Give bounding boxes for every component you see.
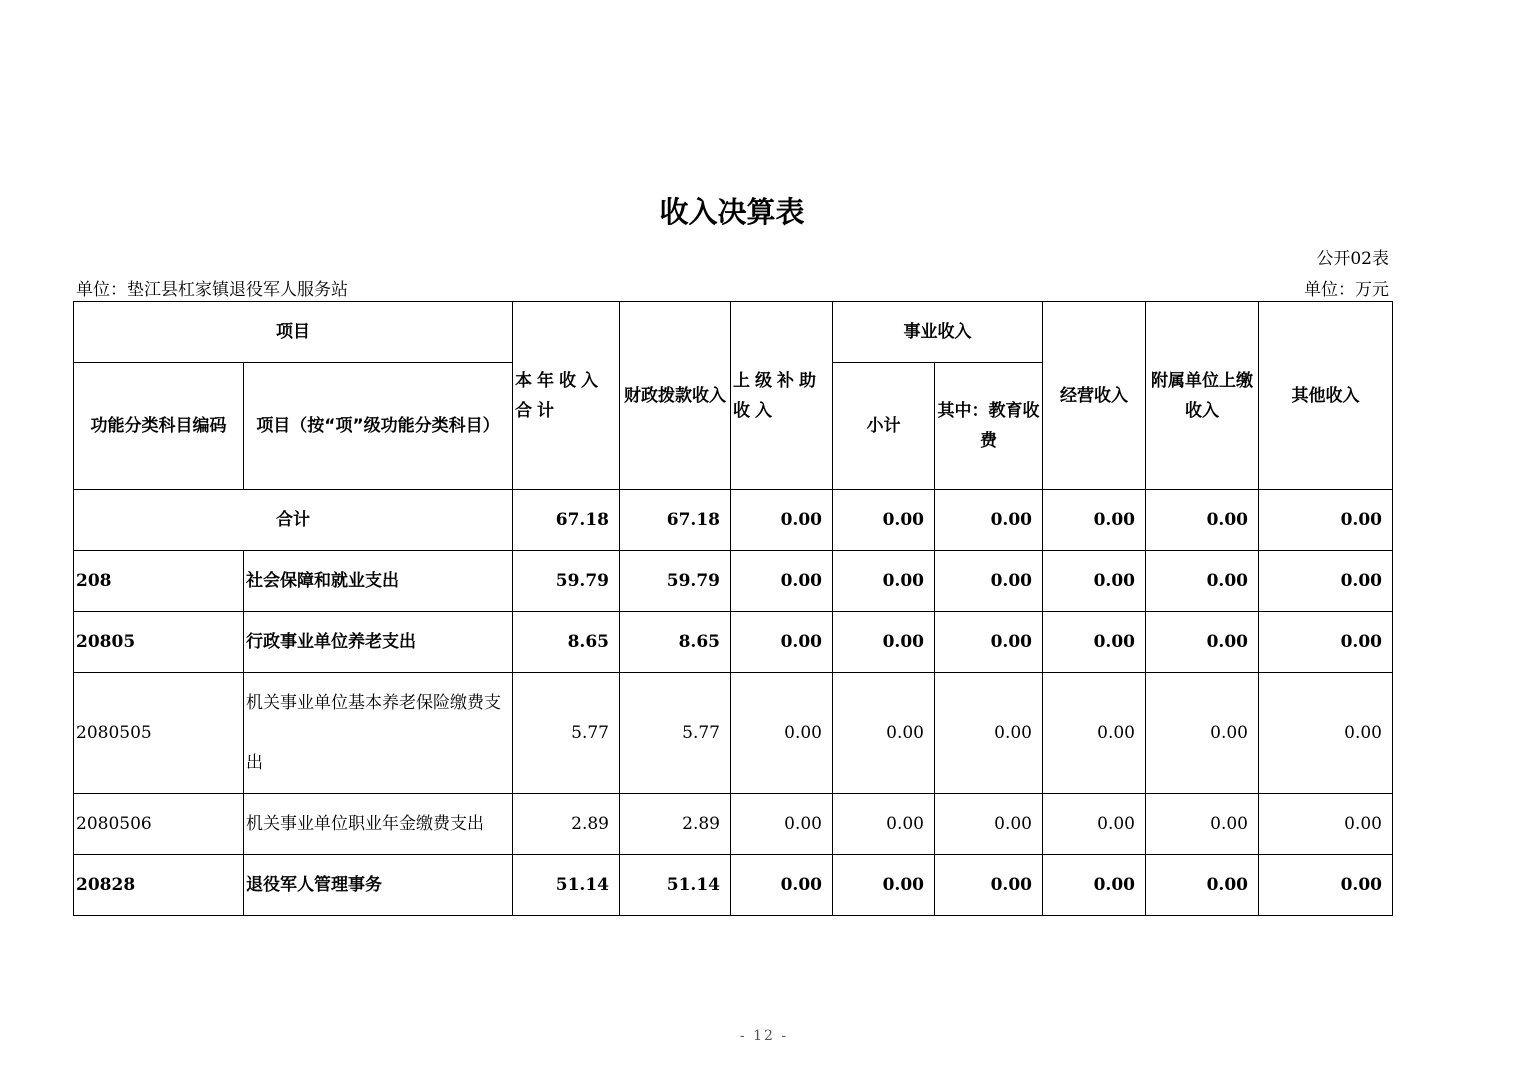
total-value-cell: 67.18 <box>513 490 620 551</box>
row-item-name: 退役军人管理事务 <box>244 855 513 916</box>
row-value-cell: 0.00 <box>833 551 935 612</box>
row-item-name: 机关事业单位基本养老保险缴费支出 <box>244 673 513 794</box>
total-value-cell: 67.18 <box>620 490 731 551</box>
header-superior-subsidy: 上级补助收入 <box>731 302 833 490</box>
row-item-name: 社会保障和就业支出 <box>244 551 513 612</box>
header-code: 功能分类科目编码 <box>74 363 244 490</box>
row-value-cell: 0.00 <box>1259 612 1393 673</box>
row-value-cell: 0.00 <box>833 855 935 916</box>
row-value-cell: 51.14 <box>620 855 731 916</box>
header-fiscal-income: 财政拨款收入 <box>620 302 731 490</box>
row-value-cell: 0.00 <box>833 673 935 794</box>
row-value-cell: 0.00 <box>1259 855 1393 916</box>
header-item: 项目 <box>74 302 513 363</box>
header-operating-income: 经营收入 <box>1043 302 1146 490</box>
header-education-fee: 其中：教育收费 <box>935 363 1043 490</box>
row-code: 2080506 <box>74 794 244 855</box>
total-label: 合计 <box>74 490 513 551</box>
form-number: 公开02表 <box>1316 249 1389 269</box>
row-value-cell: 0.00 <box>935 612 1043 673</box>
row-value-cell: 0.00 <box>1259 673 1393 794</box>
header-affiliated-income: 附属单位上缴收入 <box>1146 302 1259 490</box>
total-value-cell: 0.00 <box>1146 490 1259 551</box>
row-value-cell: 0.00 <box>833 612 935 673</box>
header-row-1 <box>74 302 1393 363</box>
table-row <box>74 855 1393 916</box>
row-value-cell: 0.00 <box>1043 855 1146 916</box>
reporting-unit: 单位：垫江县杠家镇退役军人服务站 <box>76 280 348 300</box>
row-item-name: 行政事业单位养老支出 <box>244 612 513 673</box>
row-value-cell: 8.65 <box>620 612 731 673</box>
row-value-cell: 2.89 <box>620 794 731 855</box>
row-value-cell: 0.00 <box>1146 673 1259 794</box>
row-value-cell: 59.79 <box>513 551 620 612</box>
total-value-cell: 0.00 <box>1259 490 1393 551</box>
row-item-name: 机关事业单位职业年金缴费支出 <box>244 794 513 855</box>
row-value-cell: 0.00 <box>1259 794 1393 855</box>
row-code: 2080505 <box>74 673 244 794</box>
header-item-name: 项目（按“项”级功能分类科目） <box>244 363 513 490</box>
income-statement-table <box>73 301 1393 916</box>
row-value-cell: 0.00 <box>1146 855 1259 916</box>
row-value-cell: 0.00 <box>1043 551 1146 612</box>
row-value-cell: 0.00 <box>935 794 1043 855</box>
page-title: 收入决算表 <box>659 195 805 229</box>
row-value-cell: 0.00 <box>1043 673 1146 794</box>
row-value-cell: 2.89 <box>513 794 620 855</box>
row-value-cell: 0.00 <box>833 794 935 855</box>
header-business-income: 事业收入 <box>833 302 1043 363</box>
row-value-cell: 51.14 <box>513 855 620 916</box>
header-total-income: 本年收入合计 <box>513 302 620 490</box>
total-row <box>74 490 1393 551</box>
currency-unit: 单位：万元 <box>1304 280 1389 300</box>
row-value-cell: 0.00 <box>935 673 1043 794</box>
row-value-cell: 59.79 <box>620 551 731 612</box>
table-row <box>74 673 1393 794</box>
row-code: 20805 <box>74 612 244 673</box>
row-value-cell: 0.00 <box>1043 612 1146 673</box>
page-number: - 12 - <box>739 1028 789 1044</box>
table-row <box>74 612 1393 673</box>
row-value-cell: 0.00 <box>935 551 1043 612</box>
total-value-cell: 0.00 <box>1043 490 1146 551</box>
total-value-cell: 0.00 <box>935 490 1043 551</box>
header-subtotal: 小计 <box>833 363 935 490</box>
row-code: 208 <box>74 551 244 612</box>
row-code: 20828 <box>74 855 244 916</box>
total-value-cell: 0.00 <box>833 490 935 551</box>
row-value-cell: 0.00 <box>935 855 1043 916</box>
row-value-cell: 0.00 <box>731 794 833 855</box>
row-value-cell: 0.00 <box>1043 794 1146 855</box>
row-value-cell: 0.00 <box>731 612 833 673</box>
row-value-cell: 0.00 <box>1146 794 1259 855</box>
header-other-income: 其他收入 <box>1259 302 1393 490</box>
row-value-cell: 0.00 <box>1146 612 1259 673</box>
row-value-cell: 0.00 <box>1146 551 1259 612</box>
row-value-cell: 0.00 <box>731 551 833 612</box>
row-value-cell: 0.00 <box>731 673 833 794</box>
row-value-cell: 0.00 <box>1259 551 1393 612</box>
row-value-cell: 8.65 <box>513 612 620 673</box>
table-row <box>74 551 1393 612</box>
total-value-cell: 0.00 <box>731 490 833 551</box>
row-value-cell: 0.00 <box>731 855 833 916</box>
table-row <box>74 794 1393 855</box>
row-value-cell: 5.77 <box>513 673 620 794</box>
row-value-cell: 5.77 <box>620 673 731 794</box>
